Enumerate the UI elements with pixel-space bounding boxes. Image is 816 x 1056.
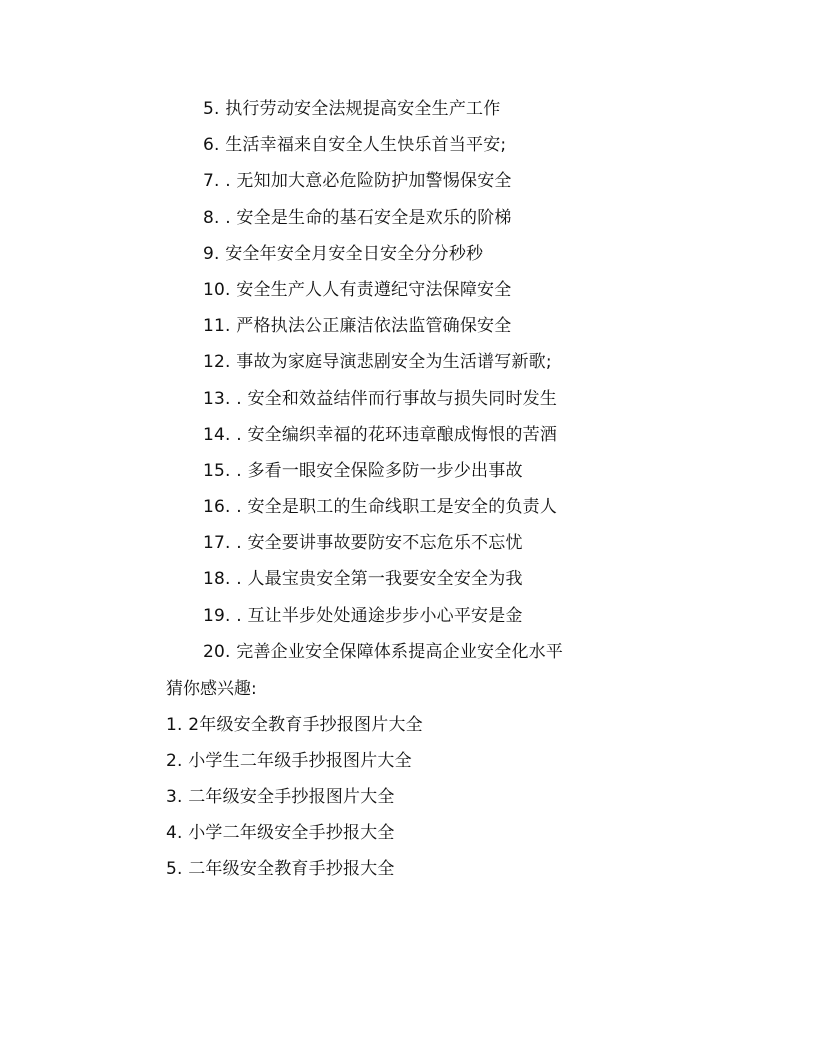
slogan-item: 13. . 安全和效益结伴而行事故与损失同时发生 bbox=[203, 388, 558, 409]
slogan-item: 17. . 安全要讲事故要防安不忘危乐不忘忧 bbox=[203, 533, 523, 554]
slogan-item: 16. . 安全是职工的生命线职工是安全的负责人 bbox=[203, 497, 558, 518]
related-link[interactable]: 4. 小学二年级安全手抄报大全 bbox=[166, 823, 395, 843]
slogan-item: 6. 生活幸福来自安全人生快乐首当平安; bbox=[203, 135, 507, 156]
related-title: 猜你感兴趣: bbox=[166, 679, 257, 699]
slogan-item: 12. 事故为家庭导演悲剧安全为生活谱写新歌; bbox=[203, 352, 552, 373]
slogan-item: 15. . 多看一眼安全保险多防一步少出事故 bbox=[203, 460, 523, 481]
slogan-list bbox=[203, 96, 563, 675]
related-link[interactable]: 2. 小学生二年级手抄报图片大全 bbox=[166, 751, 412, 771]
related-list bbox=[166, 712, 423, 892]
slogan-item: 5. 执行劳动安全法规提高安全生产工作 bbox=[203, 99, 501, 119]
slogan-item: 14. . 安全编织幸福的花环违章酿成悔恨的苦酒 bbox=[203, 424, 558, 445]
related-link[interactable]: 5. 二年级安全教育手抄报大全 bbox=[166, 859, 395, 879]
slogan-item: 20. 完善企业安全保障体系提高企业安全化水平 bbox=[203, 641, 564, 662]
slogan-item: 10. 安全生产人人有责遵纪守法保障安全 bbox=[203, 279, 512, 300]
slogan-item: 9. 安全年安全月安全日安全分分秒秒 bbox=[203, 243, 484, 264]
related-link[interactable]: 3. 二年级安全手抄报图片大全 bbox=[166, 787, 395, 807]
slogan-item: 7. . 无知加大意必危险防护加警惕保安全 bbox=[203, 171, 512, 192]
slogan-item: 8. . 安全是生命的基石安全是欢乐的阶梯 bbox=[203, 207, 512, 228]
related-link[interactable]: 1. 2年级安全教育手抄报图片大全 bbox=[166, 715, 423, 735]
related-section bbox=[166, 676, 423, 892]
slogan-item: 11. 严格执法公正廉洁依法监管确保安全 bbox=[203, 316, 512, 337]
slogan-item: 19. . 互让半步处处通途步步小心平安是金 bbox=[203, 605, 523, 626]
slogan-item: 18. . 人最宝贵安全第一我要安全安全为我 bbox=[203, 569, 523, 590]
